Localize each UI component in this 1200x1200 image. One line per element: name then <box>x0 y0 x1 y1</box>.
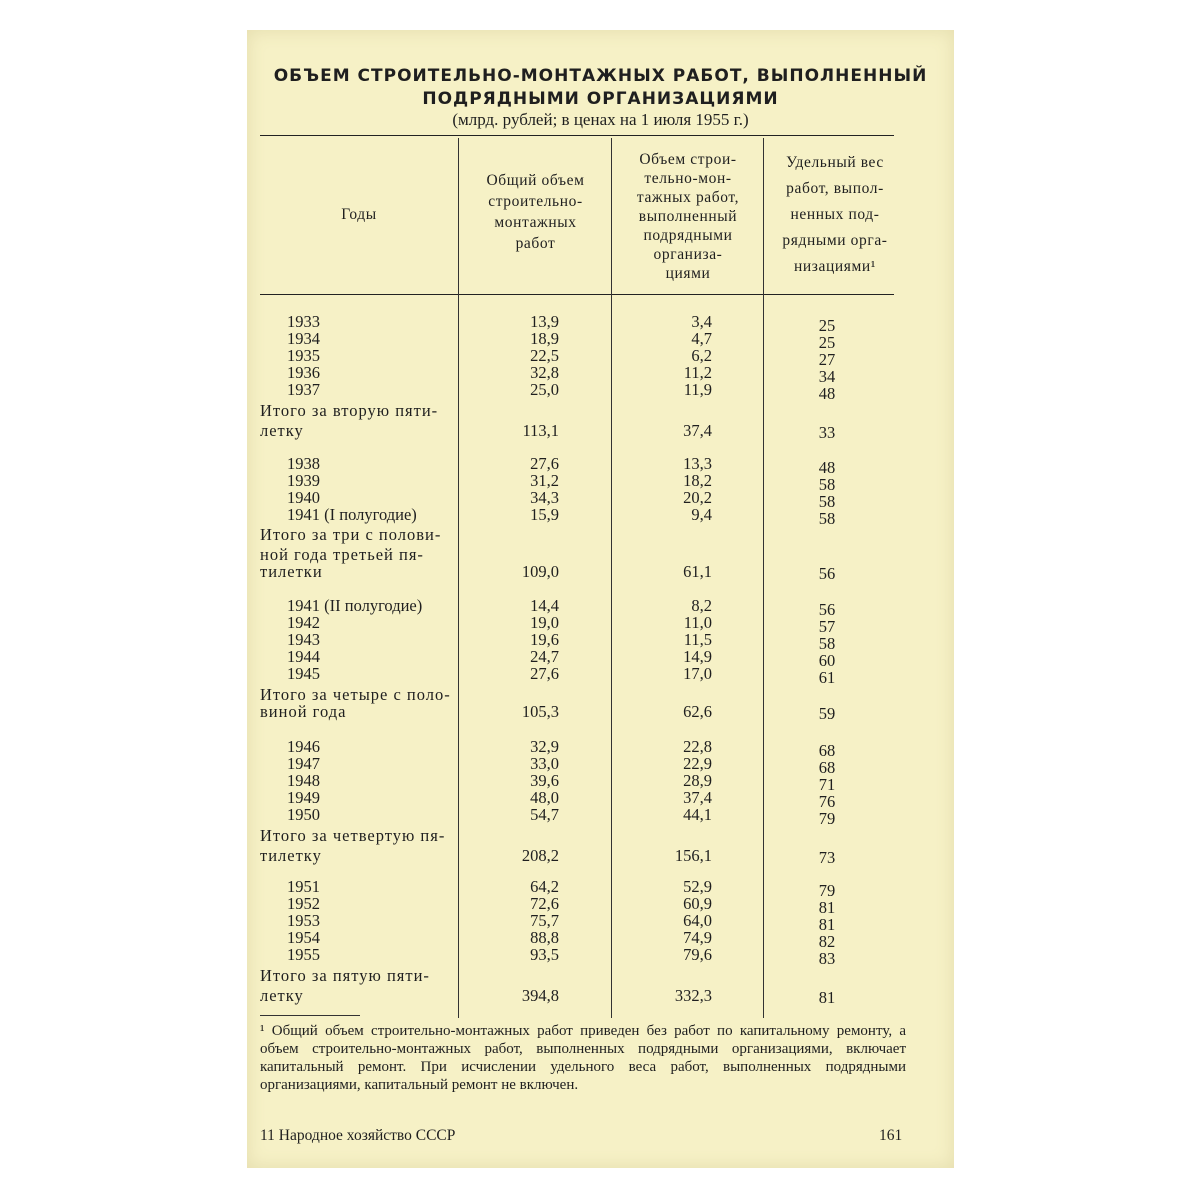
contract-share-cell: 59 <box>818 704 836 723</box>
contract-share-cell: 48 <box>818 458 836 477</box>
contract-volume-cell: 6,2 <box>691 346 712 365</box>
contract-share-cell: 82 <box>818 932 836 951</box>
total-volume-cell: 33,0 <box>530 754 559 773</box>
year-cell: 1950 <box>287 805 320 824</box>
contract-volume-cell: 52,9 <box>683 877 712 896</box>
contract-share-cell: 57 <box>818 617 836 636</box>
year-cell: 1946 <box>287 737 320 756</box>
page-number: 161 <box>879 1127 903 1144</box>
year-cell: 1952 <box>287 894 320 913</box>
contract-share-cell: 25 <box>818 333 836 352</box>
total-volume-cell: 31,2 <box>530 471 559 490</box>
running-footer: 11 Народное хозяйство СССР <box>260 1127 456 1144</box>
subtotal-label: тилетки <box>260 562 323 581</box>
total-volume-cell: 19,6 <box>530 630 559 649</box>
subtotal-label: Итого за четыре с поло- <box>260 685 451 704</box>
contract-volume-cell: 44,1 <box>683 805 712 824</box>
contract-share-cell: 68 <box>818 758 836 777</box>
contract-volume-cell: 9,4 <box>691 505 712 524</box>
table-row-values <box>247 664 954 687</box>
contract-share-cell: 79 <box>818 881 836 900</box>
contract-volume-cell: 22,9 <box>683 754 712 773</box>
contract-volume-cell: 156,1 <box>674 846 712 865</box>
year-cell: 1935 <box>287 346 320 365</box>
header-contract-volume: Объем строи- тельно-мон- тажных работ, выполненный подрядными организа- циями <box>636 151 740 282</box>
contract-volume-cell: 64,0 <box>683 911 712 930</box>
total-volume-cell: 39,6 <box>530 771 559 790</box>
contract-volume-cell: 11,0 <box>683 613 712 632</box>
subtotal-row <box>247 421 954 441</box>
contract-share-cell: 58 <box>818 509 836 528</box>
total-volume-cell: 113,1 <box>522 421 559 440</box>
contract-volume-cell: 37,4 <box>683 421 712 440</box>
contract-volume-cell: 61,1 <box>683 562 712 581</box>
contract-volume-cell: 11,9 <box>683 380 712 399</box>
subtotal-label: Итого за пятую пяти- <box>260 966 430 985</box>
contract-volume-cell: 37,4 <box>683 788 712 807</box>
year-cell: 1948 <box>287 771 320 790</box>
total-volume-cell: 93,5 <box>530 945 559 964</box>
contract-volume-cell: 4,7 <box>691 329 712 348</box>
total-volume-cell: 109,0 <box>521 562 559 581</box>
year-cell: 1933 <box>287 312 320 331</box>
contract-share-cell: 56 <box>818 564 836 583</box>
subtotal-label-line <box>247 525 954 545</box>
table-subtitle: (млрд. рублей; в ценах на 1 июля 1955 г.) <box>452 110 749 129</box>
contract-share-cell: 25 <box>818 316 836 335</box>
contract-share-cell: 58 <box>818 475 836 494</box>
total-volume-cell: 27,6 <box>530 454 559 473</box>
contract-volume-cell: 22,8 <box>683 737 712 756</box>
total-volume-cell: 34,3 <box>530 488 559 507</box>
contract-volume-cell: 28,9 <box>683 771 712 790</box>
total-volume-cell: 48,0 <box>530 788 559 807</box>
year-cell: 1941 (I полугодие) <box>287 505 417 524</box>
total-volume-cell: 32,8 <box>530 363 559 382</box>
subtotal-label: Итого за вторую пяти- <box>260 401 439 420</box>
total-volume-cell: 19,0 <box>530 613 559 632</box>
contract-volume-cell: 13,3 <box>683 454 712 473</box>
total-volume-cell: 18,9 <box>530 329 559 348</box>
footnote: ¹ Общий объем строительно-монтажных работ приведен без работ по капитальному ремонту, а объем строительно-монтажных работ, выполненных подрядными организациями, включает капитальный ремонт. При исчислении удельного веса работ, выполненных подрядными организациями, капитальный ремонт не включен. <box>260 1023 906 1093</box>
year-cell: 1951 <box>287 877 320 896</box>
contract-share-cell: 81 <box>818 898 836 917</box>
total-volume-cell: 88,8 <box>530 928 559 947</box>
total-volume-cell: 32,9 <box>530 737 559 756</box>
contract-volume-cell: 332,3 <box>674 986 712 1005</box>
contract-volume-cell: 79,6 <box>683 945 712 964</box>
table-row-values <box>247 505 954 528</box>
subtotal-row <box>247 986 954 1006</box>
total-volume-cell: 27,6 <box>530 664 559 683</box>
subtotal-label: тилетку <box>260 846 322 865</box>
header-bottom-rule <box>260 294 894 295</box>
header-total-volume: Общий объем строительно- монтажных работ <box>486 172 585 252</box>
year-cell: 1944 <box>287 647 320 666</box>
contract-volume-cell: 11,5 <box>683 630 712 649</box>
contract-share-cell: 83 <box>818 949 836 968</box>
contract-share-cell: 79 <box>818 809 836 828</box>
total-volume-cell: 208,2 <box>521 846 559 865</box>
footnote-rule <box>260 1015 360 1016</box>
subtotal-row <box>247 846 954 866</box>
contract-share-cell: 81 <box>818 915 836 934</box>
header-contract-share: Удельный вес работ, выпол- ненных под- рядными орга- низациями¹ <box>782 154 888 275</box>
contract-volume-cell: 60,9 <box>683 894 712 913</box>
year-cell: 1953 <box>287 911 320 930</box>
total-volume-cell: 25,0 <box>530 380 559 399</box>
total-volume-cell: 72,6 <box>530 894 559 913</box>
year-cell: 1934 <box>287 329 320 348</box>
subtotal-label: ной года третьей пя- <box>260 545 424 564</box>
subtotal-label: Итого за три с полови- <box>260 525 442 544</box>
total-volume-cell: 13,9 <box>530 312 559 331</box>
year-cell: 1941 (II полугодие) <box>287 596 423 615</box>
contract-share-cell: 76 <box>818 792 836 811</box>
year-cell: 1938 <box>287 454 320 473</box>
table-title-line2: ПОДРЯДНЫМИ ОРГАНИЗАЦИЯМИ <box>422 89 779 109</box>
subtotal-label: Итого за четвертую пя- <box>260 826 446 845</box>
total-volume-cell: 394,8 <box>521 986 559 1005</box>
total-volume-cell: 24,7 <box>530 647 559 666</box>
header-top-rule <box>260 135 894 136</box>
contract-share-cell: 61 <box>818 668 836 687</box>
contract-volume-cell: 3,4 <box>691 312 712 331</box>
subtotal-label-line <box>247 401 954 421</box>
contract-share-cell: 68 <box>818 741 836 760</box>
year-cell: 1954 <box>287 928 320 947</box>
contract-share-cell: 27 <box>818 350 836 369</box>
contract-share-cell: 60 <box>818 651 836 670</box>
table-row-values <box>247 945 954 968</box>
contract-volume-cell: 8,2 <box>691 596 712 615</box>
table-row-values <box>247 380 954 403</box>
total-volume-cell: 22,5 <box>530 346 559 365</box>
contract-volume-cell: 20,2 <box>683 488 712 507</box>
total-volume-cell: 15,9 <box>530 505 559 524</box>
contract-volume-cell: 17,0 <box>683 664 712 683</box>
year-cell: 1937 <box>287 380 320 399</box>
contract-volume-cell: 14,9 <box>683 647 712 666</box>
subtotal-label: виной года <box>260 702 347 721</box>
year-cell: 1942 <box>287 613 320 632</box>
total-volume-cell: 105,3 <box>521 702 559 721</box>
contract-share-cell: 71 <box>818 775 836 794</box>
year-cell: 1936 <box>287 363 320 382</box>
contract-share-cell: 58 <box>818 634 836 653</box>
contract-volume-cell: 62,6 <box>683 702 712 721</box>
table-row-values <box>247 805 954 828</box>
table-title-line1: ОБЪЕМ СТРОИТЕЛЬНО-МОНТАЖНЫХ РАБОТ, ВЫПОЛНЕННЫЙ <box>273 66 928 86</box>
year-cell: 1940 <box>287 488 320 507</box>
contract-share-cell: 81 <box>818 988 836 1007</box>
contract-volume-cell: 11,2 <box>683 363 712 382</box>
year-cell: 1947 <box>287 754 320 773</box>
total-volume-cell: 75,7 <box>530 911 559 930</box>
header-years: Годы <box>341 206 377 223</box>
total-volume-cell: 54,7 <box>530 805 559 824</box>
contract-share-cell: 48 <box>818 384 836 403</box>
contract-volume-cell: 18,2 <box>683 471 712 490</box>
year-cell: 1949 <box>287 788 320 807</box>
subtotal-row <box>247 562 954 582</box>
subtotal-label: летку <box>260 421 304 440</box>
subtotal-label: летку <box>260 986 304 1005</box>
contract-share-cell: 34 <box>818 367 836 386</box>
subtotal-label-line <box>247 826 954 846</box>
book-page <box>247 30 954 1168</box>
contract-share-cell: 73 <box>818 848 836 867</box>
contract-share-cell: 58 <box>818 492 836 511</box>
total-volume-cell: 64,2 <box>530 877 559 896</box>
contract-volume-cell: 74,9 <box>683 928 712 947</box>
total-volume-cell: 14,4 <box>530 596 559 615</box>
year-cell: 1939 <box>287 471 320 490</box>
subtotal-row <box>247 702 954 722</box>
subtotal-label-line <box>247 966 954 986</box>
year-cell: 1955 <box>287 945 320 964</box>
year-cell: 1943 <box>287 630 320 649</box>
contract-share-cell: 33 <box>818 423 836 442</box>
year-cell: 1945 <box>287 664 320 683</box>
contract-share-cell: 56 <box>818 600 836 619</box>
